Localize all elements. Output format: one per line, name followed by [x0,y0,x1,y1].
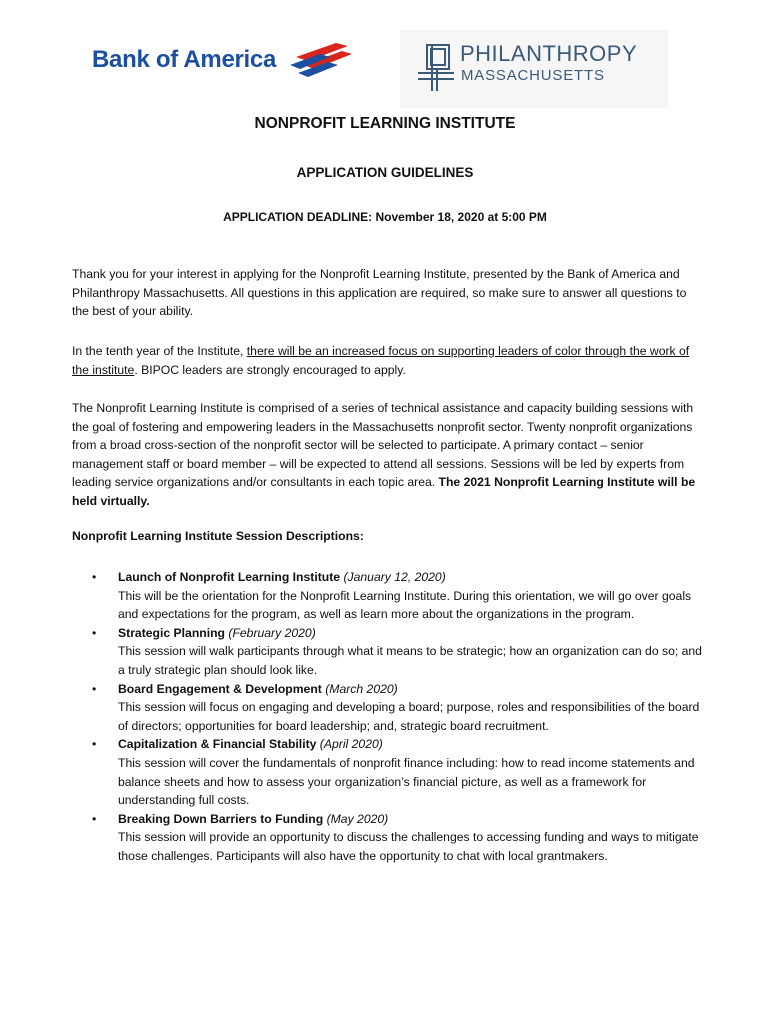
session-name: Capitalization & Financial Stability [118,737,317,752]
overview-paragraph [72,399,700,511]
session-name: Breaking Down Barriers to Funding [118,811,324,826]
list-item [92,680,702,736]
focus-paragraph [72,342,700,379]
focus-lead: In the tenth year of the Institute, [72,344,247,358]
session-description: This session will focus on engaging and developing a board; purpose, roles and responsibilities of the board of directors; opportunities for board leadership; and, strategic board recruitment. [118,700,700,733]
sessions-list [92,568,702,866]
bank-flag-icon [290,43,354,77]
massachusetts-wordmark: MASSACHUSETTS [461,67,605,84]
philanthropy-wordmark: PHILANTHROPY [460,41,638,66]
logo-header [0,0,770,110]
philanthropy-massachusetts-logo [400,30,668,108]
session-date: (April 2020) [316,737,383,752]
document-title: NONPROFIT LEARNING INSTITUTE [254,115,516,132]
session-date: (February 2020) [225,625,316,640]
session-name: Strategic Planning [118,625,225,640]
bank-of-america-wordmark: Bank of America [92,46,277,73]
session-date: (January 12, 2020) [340,570,446,584]
overview-virtual-note: The 2021 Nonprofit Learning Institute will be held virtually. [72,475,696,508]
focus-underlined: there will be an increased focus on supporting leaders of color through the work of the institute [72,344,690,377]
intro-text: Thank you for your interest in applying for the Nonprofit Learning Institute, presented by the Bank of America and Philanthropy Massachusetts. All questions in this application are required, so make sure to answer all questions to the best of your ability. [72,267,687,319]
bullet-icon: • [92,625,97,640]
session-date: (May 2020) [323,811,389,826]
list-item [92,810,702,866]
session-description: This session will walk participants through what it means to be strategic; how an organization can do so; and a truly strategic plan should look like. [118,644,702,677]
list-item [92,568,702,624]
document-subtitle: APPLICATION GUIDELINES [296,165,474,180]
bullet-icon: • [92,570,97,584]
list-item [92,735,702,809]
session-name: Board Engagement & Development [118,681,322,696]
application-deadline: APPLICATION DEADLINE: November 18, 2020 at 5:00 PM [223,210,547,224]
list-item [92,624,702,680]
session-name: Launch of Nonprofit Learning Institute [118,570,341,584]
overview-text [72,399,700,511]
philanthropy-mark-icon [418,43,454,93]
session-description: This session will provide an opportunity to discuss the challenges to accessing funding and ways to mitigate those challenges. Participants will also have the opportunity to chat with local grantmakers. [118,830,699,863]
bullet-icon: • [92,811,97,826]
bullet-icon: • [92,681,97,696]
session-date: (March 2020) [321,681,398,696]
session-description: This will be the orientation for the Nonprofit Learning Institute. During this orientation, we will go over goals and expectations for the program, as well as learn more about the organizations in the program. [118,588,692,622]
sessions-heading: Nonprofit Learning Institute Session Descriptions: [72,529,364,543]
focus-text [72,342,700,379]
intro-paragraph [72,265,700,321]
focus-tail: . BIPOC leaders are strongly encouraged to apply. [134,362,406,377]
overview-body: The Nonprofit Learning Institute is comprised of a series of technical assistance and capacity building sessions with the goal of fostering and empowering leaders in the Massachusetts nonprofit sector. Twenty nonprofit organizations from a broad cross-section of the nonprofit sector will be selected to participate. A primary contact – senior management staff or board member – will be expected to attend all sessions. Sessions will be led by experts from leading service organizations and/or consultants in each topic area. [72,401,694,490]
bullet-icon: • [92,737,97,752]
session-description: This session will cover the fundamentals of nonprofit finance including: how to read income statements and balance sheets and how to assess your organization’s financial picture, as well as a framework for understanding full costs. [118,755,695,808]
